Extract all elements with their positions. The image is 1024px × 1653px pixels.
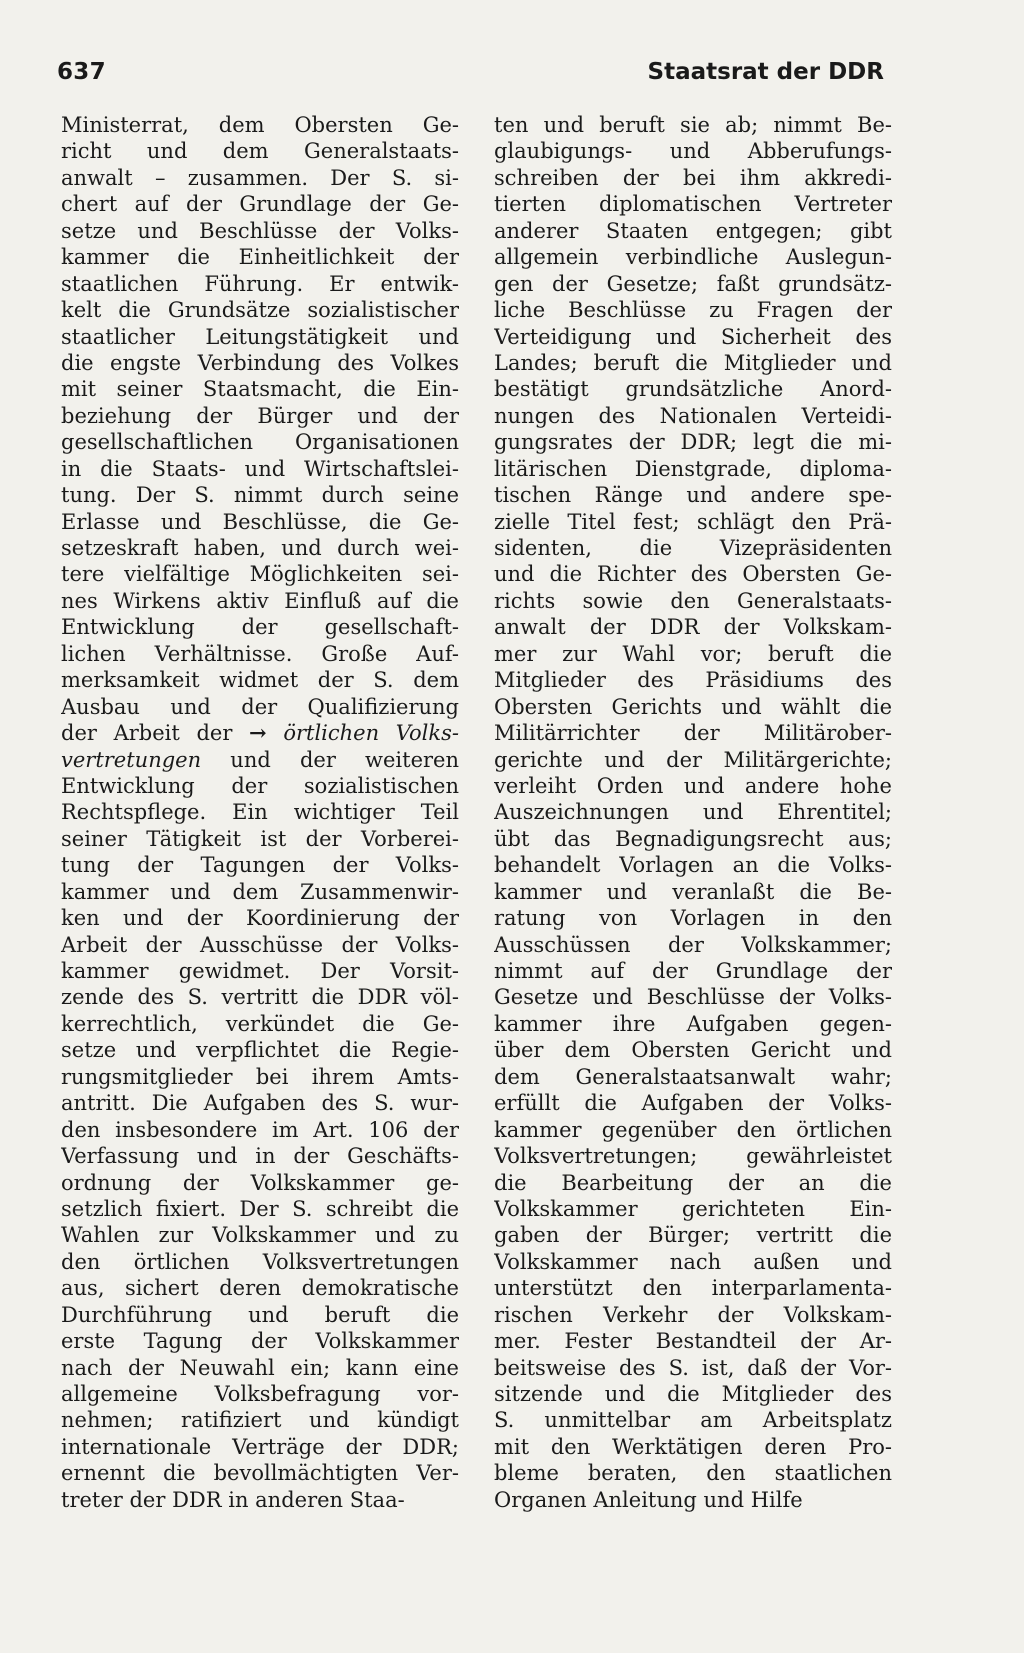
text-line: S. unmittelbar am Arbeitsplatz <box>494 1408 892 1433</box>
text-line: tung der Tagungen der Volks- <box>61 853 459 878</box>
text-line: bleme beraten, den staatlichen <box>494 1461 892 1486</box>
text-line: setze und verpflichtet die Regie- <box>61 1038 459 1063</box>
text-line: erste Tagung der Volkskammer <box>61 1329 459 1354</box>
text-line: kammer gewidmet. Der Vorsit- <box>61 959 459 983</box>
text-line: mer. Fester Bestandteil der Ar- <box>494 1329 892 1354</box>
text-line: setze und Beschlüsse der Volks- <box>61 218 459 243</box>
text-line: übt das Begnadigungsrecht aus; <box>494 826 892 851</box>
text-line: Organen Anleitung und Hilfe <box>494 1487 803 1512</box>
text-line: Ausbau und der Qualifizierung <box>61 694 459 719</box>
text-line: beziehung der Bürger und der <box>61 403 459 428</box>
text-line: zende des S. vertritt die DDR völ- <box>61 985 459 1010</box>
text-line: litärischen Dienstgrade, diploma- <box>494 456 892 481</box>
text-line: setzlich fixiert. Der S. schreibt die <box>61 1196 459 1221</box>
text-line: Erlasse und Beschlüsse, die Ge- <box>61 509 459 534</box>
text-line: setzeskraft haben, und durch wei- <box>61 536 459 560</box>
text-line: chert auf der Grundlage der Ge- <box>61 192 459 217</box>
text-line: gesellschaftlichen Organisationen <box>61 430 459 455</box>
text-line: nungen des Nationalen Verteidi- <box>494 403 892 428</box>
text-line: in die Staats- und Wirtschaftslei- <box>61 456 459 481</box>
text-line: mit seiner Staatsmacht, die Ein- <box>61 377 459 402</box>
text-line: und die Richter des Obersten Ge- <box>494 562 892 587</box>
xref-lead: der Arbeit der <box>61 721 233 746</box>
text-line: ten und beruft sie ab; nimmt Be- <box>494 113 892 137</box>
text-line: merksamkeit widmet der S. dem <box>61 668 459 693</box>
text-line: Landes; beruft die Mitglieder und <box>494 350 892 375</box>
text-line: ratung von Vorlagen in den <box>494 906 892 931</box>
text-line: treter der DDR in anderen Staa- <box>61 1487 405 1512</box>
running-head: Staatsrat der DDR <box>647 59 884 85</box>
text-line: tischen Ränge und andere spe- <box>494 483 892 508</box>
text-line: Gesetze und Beschlüsse der Volks- <box>494 985 892 1010</box>
text-line: richt und dem Generalstaats- <box>61 139 459 164</box>
text-line: den örtlichen Volksvertretungen <box>61 1249 459 1274</box>
text-line: verleiht Orden und andere hohe <box>494 773 892 798</box>
text-line: gungsrates der DDR; legt die mi- <box>494 430 892 455</box>
text-line: die engste Verbindung des Volkes <box>61 350 459 375</box>
text-line: anwalt der DDR der Volkskam- <box>494 615 892 640</box>
right-column <box>494 112 892 1513</box>
text-line: sitzende und die Mitglieder des <box>494 1382 892 1406</box>
text-line: allgemein verbindliche Auslegun- <box>494 245 892 270</box>
text-line: anwalt – zusammen. Der S. si- <box>61 165 459 190</box>
text-line: schreiben der bei ihm akkredi- <box>494 165 892 190</box>
text-line: behandelt Vorlagen an die Volks- <box>494 853 892 878</box>
text-line: Obersten Gerichts und wählt die <box>494 694 892 719</box>
text-line: lichen Verhältnisse. Große Auf- <box>61 641 459 666</box>
text-line: Wahlen zur Volkskammer und zu <box>61 1223 459 1248</box>
text-line: über dem Obersten Gericht und <box>494 1038 892 1063</box>
text-line: kammer die Einheitlichkeit der <box>61 245 459 270</box>
text-line: nehmen; ratifiziert und kündigt <box>61 1408 459 1433</box>
text-line: nes Wirkens aktiv Einfluß auf die <box>61 588 459 613</box>
text-line: mer zur Wahl vor; beruft die <box>494 641 892 666</box>
text-line: dem Generalstaatsanwalt wahr; <box>494 1064 892 1089</box>
text-line: Entwicklung der sozialistischen <box>61 773 459 798</box>
text-line: Arbeit der Ausschüsse der Volks- <box>61 932 459 957</box>
xref-arrow-icon: → <box>249 720 267 746</box>
text-line: Mitglieder des Präsidiums des <box>494 668 892 693</box>
text-line: Volkskammer gerichteten Ein- <box>494 1196 892 1221</box>
text-line: staatlicher Leitungstätigkeit und <box>61 324 459 349</box>
text-line: zielle Titel fest; schlägt den Prä- <box>494 509 892 534</box>
text-line: Verfassung und in der Geschäfts- <box>61 1144 459 1169</box>
xref-trail: und der weiteren <box>230 747 459 772</box>
text-line: Entwicklung der gesellschaft- <box>61 615 459 640</box>
text-line: kammer und veranlaßt die Be- <box>494 879 892 904</box>
text-line: ken und der Koordinierung der <box>61 906 459 931</box>
text-line: internationale Verträge der DDR; <box>61 1434 459 1459</box>
text-line: kelt die Grundsätze sozialistischer <box>61 298 459 323</box>
text-line: Ausschüssen der Volkskammer; <box>494 932 892 957</box>
text-line: nach der Neuwahl ein; kann eine <box>61 1355 459 1380</box>
text-line: tung. Der S. nimmt durch seine <box>61 483 459 508</box>
text-line-with-xref <box>61 720 459 746</box>
text-line: glaubigungs- und Abberufungs- <box>494 139 892 164</box>
text-line: Auszeichnungen und Ehrentitel; <box>494 800 892 825</box>
text-line: staatlichen Führung. Er entwik- <box>61 271 459 296</box>
left-column <box>61 112 459 1513</box>
text-line-with-xref <box>61 747 459 773</box>
text-line: sidenten, die Vizepräsidenten <box>494 536 892 560</box>
text-line: anderer Staaten entgegen; gibt <box>494 218 892 243</box>
page-number: 637 <box>57 59 106 85</box>
text-line: gaben der Bürger; vertritt die <box>494 1223 892 1248</box>
text-line: kammer ihre Aufgaben gegen- <box>494 1011 892 1036</box>
text-line: Volksvertretungen; gewährleistet <box>494 1144 892 1169</box>
text-line: ernennt die bevollmächtigten Ver- <box>61 1461 459 1486</box>
text-line: kerrechtlich, verkündet die Ge- <box>61 1011 459 1036</box>
xref-term-continued[interactable]: vertretungen <box>61 747 202 772</box>
text-line: Ministerrat, dem Obersten Ge- <box>61 113 459 137</box>
text-line: gerichte und der Militärgerichte; <box>494 747 892 772</box>
text-line: Volkskammer nach außen und <box>494 1249 892 1274</box>
text-line: Durchführung und beruft die <box>61 1302 459 1327</box>
text-line: seiner Tätigkeit ist der Vorberei- <box>61 826 459 851</box>
xref-term[interactable]: örtlichen Volks- <box>283 721 459 746</box>
text-line: mit den Werktätigen deren Pro- <box>494 1434 892 1459</box>
text-line: den insbesondere im Art. 106 der <box>61 1117 459 1142</box>
text-line: Verteidigung und Sicherheit des <box>494 324 892 349</box>
text-line: kammer und dem Zusammenwir- <box>61 879 459 904</box>
text-line: rischen Verkehr der Volkskam- <box>494 1302 892 1327</box>
text-line: antritt. Die Aufgaben des S. wur- <box>61 1091 459 1116</box>
text-line: beitsweise des S. ist, daß der Vor- <box>494 1355 892 1380</box>
text-line: nimmt auf der Grundlage der <box>494 959 892 983</box>
text-line: bestätigt grundsätzliche Anord- <box>494 377 892 402</box>
text-line: rungsmitglieder bei ihrem Amts- <box>61 1064 459 1089</box>
text-line: aus, sichert deren demokratische <box>61 1276 459 1301</box>
text-line: allgemeine Volksbefragung vor- <box>61 1382 459 1406</box>
text-line: gen der Gesetze; faßt grundsätz- <box>494 271 892 296</box>
text-line: Militärrichter der Militärober- <box>494 721 892 746</box>
text-line: Rechtspflege. Ein wichtiger Teil <box>61 800 459 825</box>
text-line: tierten diplomatischen Vertreter <box>494 192 892 217</box>
text-line: die Bearbeitung der an die <box>494 1170 892 1195</box>
text-line: tere vielfältige Möglichkeiten sei- <box>61 562 459 587</box>
text-line: erfüllt die Aufgaben der Volks- <box>494 1091 892 1116</box>
text-line: kammer gegenüber den örtlichen <box>494 1117 892 1142</box>
text-line: ordnung der Volkskammer ge- <box>61 1170 459 1195</box>
text-line: liche Beschlüsse zu Fragen der <box>494 298 892 323</box>
text-line: unterstützt den interparlamenta- <box>494 1276 892 1301</box>
text-line: richts sowie den Generalstaats- <box>494 588 892 613</box>
